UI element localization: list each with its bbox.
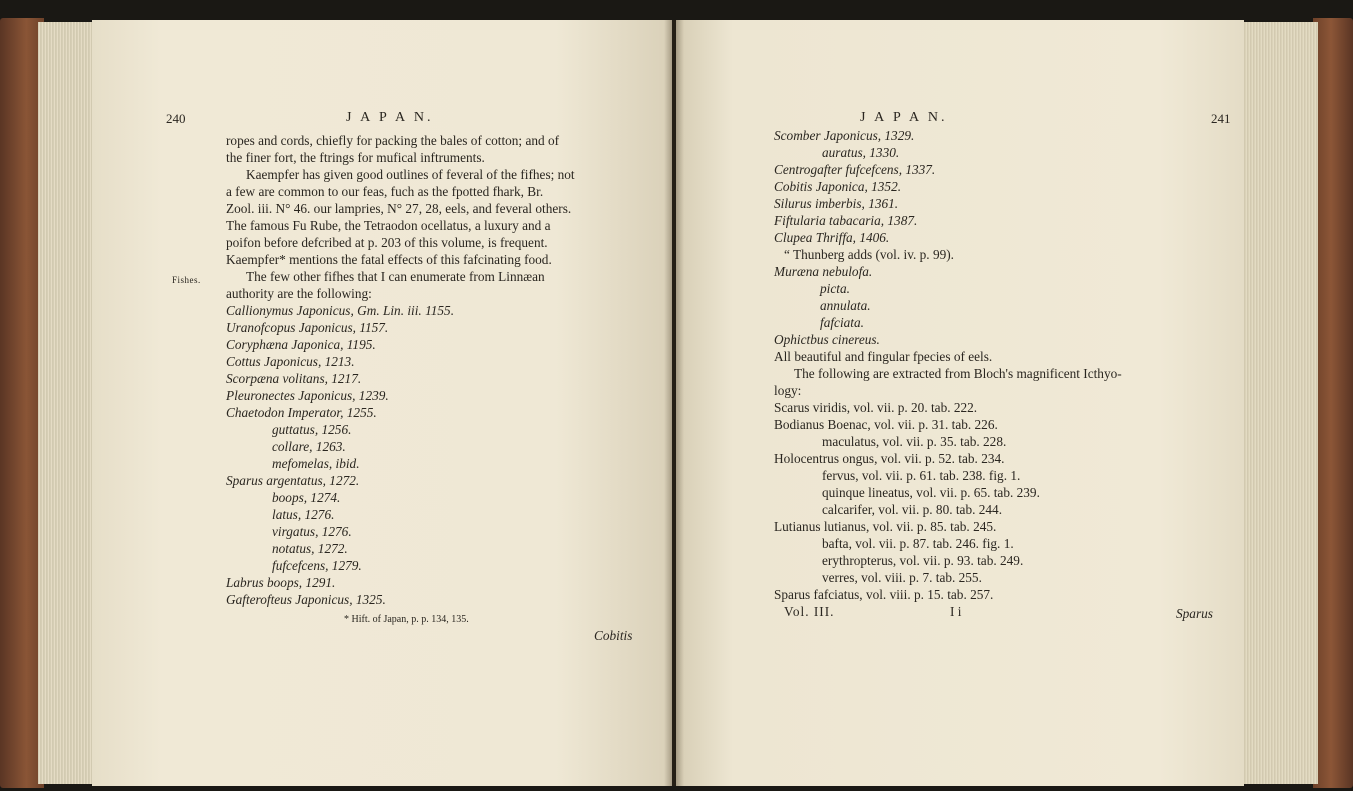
- signature-mark: I i: [950, 604, 962, 619]
- volume-mark: Vol. III.: [784, 604, 835, 619]
- species-entry: Sparus fafciatus, vol. viii. p. 15. tab. 257.: [774, 587, 994, 602]
- species-entry: annulata.: [820, 298, 871, 313]
- text-line: The following are extracted from Bloch's magnificent Icthyo-: [794, 366, 1122, 381]
- text-line: Zool. iii. N° 46. our lampries, N° 27, 28, eels, and feveral others.: [226, 201, 572, 216]
- species-entry: fafciata.: [820, 315, 864, 330]
- species-entry: verres, vol. viii. p. 7. tab. 255.: [822, 570, 982, 585]
- running-header-right: J A P A N.: [860, 110, 948, 125]
- text-line: ropes and cords, chiefly for packing the bales of cotton; and of: [226, 133, 560, 148]
- species-entry: calcarifer, vol. vii. p. 80. tab. 244.: [822, 502, 1003, 517]
- species-entry: picta.: [820, 281, 850, 296]
- species-entry: Scorpæna volitans, 1217.: [226, 371, 362, 386]
- species-entry: Callionymus Japonicus, Gm. Lin. iii. 1155.: [226, 303, 455, 318]
- species-entry: boops, 1274.: [272, 490, 341, 505]
- species-entry: Fiftularia tabacaria, 1387.: [774, 213, 918, 228]
- species-entry: fervus, vol. vii. p. 61. tab. 238. fig. 1.: [822, 468, 1021, 483]
- species-entry: Pleuronectes Japonicus, 1239.: [226, 388, 389, 403]
- page-number-right: 241: [1211, 111, 1231, 126]
- text-line: the finer fort, the ftrings for mufical inftruments.: [226, 150, 485, 165]
- species-entry: Coryphæna Japonica, 1195.: [226, 337, 376, 352]
- species-entry: Ophictbus cinereus.: [774, 332, 880, 347]
- species-entry: Sparus argentatus, 1272.: [226, 473, 360, 488]
- species-entry: erythropterus, vol. vii. p. 93. tab. 249.: [822, 553, 1024, 568]
- species-entry: mefomelas, ibid.: [272, 456, 360, 471]
- book-gutter: [664, 20, 684, 786]
- species-entry: Centrogafter fufcefcens, 1337.: [774, 162, 936, 177]
- text-line: “ Thunberg adds (vol. iv. p. 99).: [784, 247, 955, 262]
- right-page: [676, 20, 1244, 786]
- text-line: logy:: [774, 383, 802, 398]
- species-entry: Chaetodon Imperator, 1255.: [226, 405, 377, 420]
- text-line: Kaempfer* mentions the fatal effects of this fafcinating food.: [226, 252, 552, 267]
- right-cover: [1313, 18, 1353, 788]
- text-line: All beautiful and fingular fpecies of eels.: [774, 349, 993, 364]
- species-entry: Uranofcopus Japonicus, 1157.: [226, 320, 389, 335]
- species-entry: Cottus Japonicus, 1213.: [226, 354, 355, 369]
- right-page-edges: [1240, 22, 1318, 784]
- species-entry: bafta, vol. vii. p. 87. tab. 246. fig. 1.: [822, 536, 1014, 551]
- species-entry: Gafterofteus Japonicus, 1325.: [226, 592, 386, 607]
- species-entry: latus, 1276.: [272, 507, 335, 522]
- page-number-left: 240: [166, 111, 186, 126]
- species-entry: notatus, 1272.: [272, 541, 348, 556]
- species-entry: virgatus, 1276.: [272, 524, 352, 539]
- species-entry: Scarus viridis, vol. vii. p. 20. tab. 222.: [774, 400, 978, 415]
- species-entry: collare, 1263.: [272, 439, 346, 454]
- marginal-note: Fishes.: [172, 275, 201, 285]
- species-entry: Silurus imberbis, 1361.: [774, 196, 899, 211]
- running-header-left: J A P A N.: [346, 110, 434, 125]
- species-entry: Scomber Japonicus, 1329.: [774, 128, 915, 143]
- species-entry: auratus, 1330.: [822, 145, 900, 160]
- species-entry: Cobitis Japonica, 1352.: [774, 179, 902, 194]
- catchword-right: Sparus: [1176, 606, 1213, 621]
- footnote: * Hift. of Japan, p. p. 134, 135.: [344, 614, 469, 625]
- species-entry: maculatus, vol. vii. p. 35. tab. 228.: [822, 434, 1007, 449]
- species-entry: quinque lineatus, vol. vii. p. 65. tab. 239.: [822, 485, 1040, 500]
- text-line: a few are common to our feas, fuch as the fpotted fhark, Br.: [226, 184, 544, 199]
- species-entry: Clupea Thriffa, 1406.: [774, 230, 890, 245]
- species-entry: Labrus boops, 1291.: [226, 575, 336, 590]
- catchword-left: Cobitis: [594, 628, 633, 643]
- species-entry: Bodianus Boenac, vol. vii. p. 31. tab. 226.: [774, 417, 998, 432]
- species-entry: fufcefcens, 1279.: [272, 558, 362, 573]
- text-line: poifon before defcribed at p. 203 of this volume, is frequent.: [226, 235, 548, 250]
- species-entry: Holocentrus ongus, vol. vii. p. 52. tab. 234.: [774, 451, 1005, 466]
- species-entry: guttatus, 1256.: [272, 422, 352, 437]
- text-line: authority are the following:: [226, 286, 372, 301]
- left-page: [92, 20, 672, 786]
- species-entry: Muræna nebulofa.: [774, 264, 873, 279]
- text-line: The few other fifhes that I can enumerate from Linnæan: [246, 269, 545, 284]
- text-line: The famous Fu Rube, the Tetraodon ocellatus, a luxury and a: [226, 218, 551, 233]
- left-page-edges: [38, 22, 96, 784]
- text-line: Kaempfer has given good outlines of feveral of the fifhes; not: [246, 167, 575, 182]
- species-entry: Lutianus lutianus, vol. vii. p. 85. tab. 245.: [774, 519, 997, 534]
